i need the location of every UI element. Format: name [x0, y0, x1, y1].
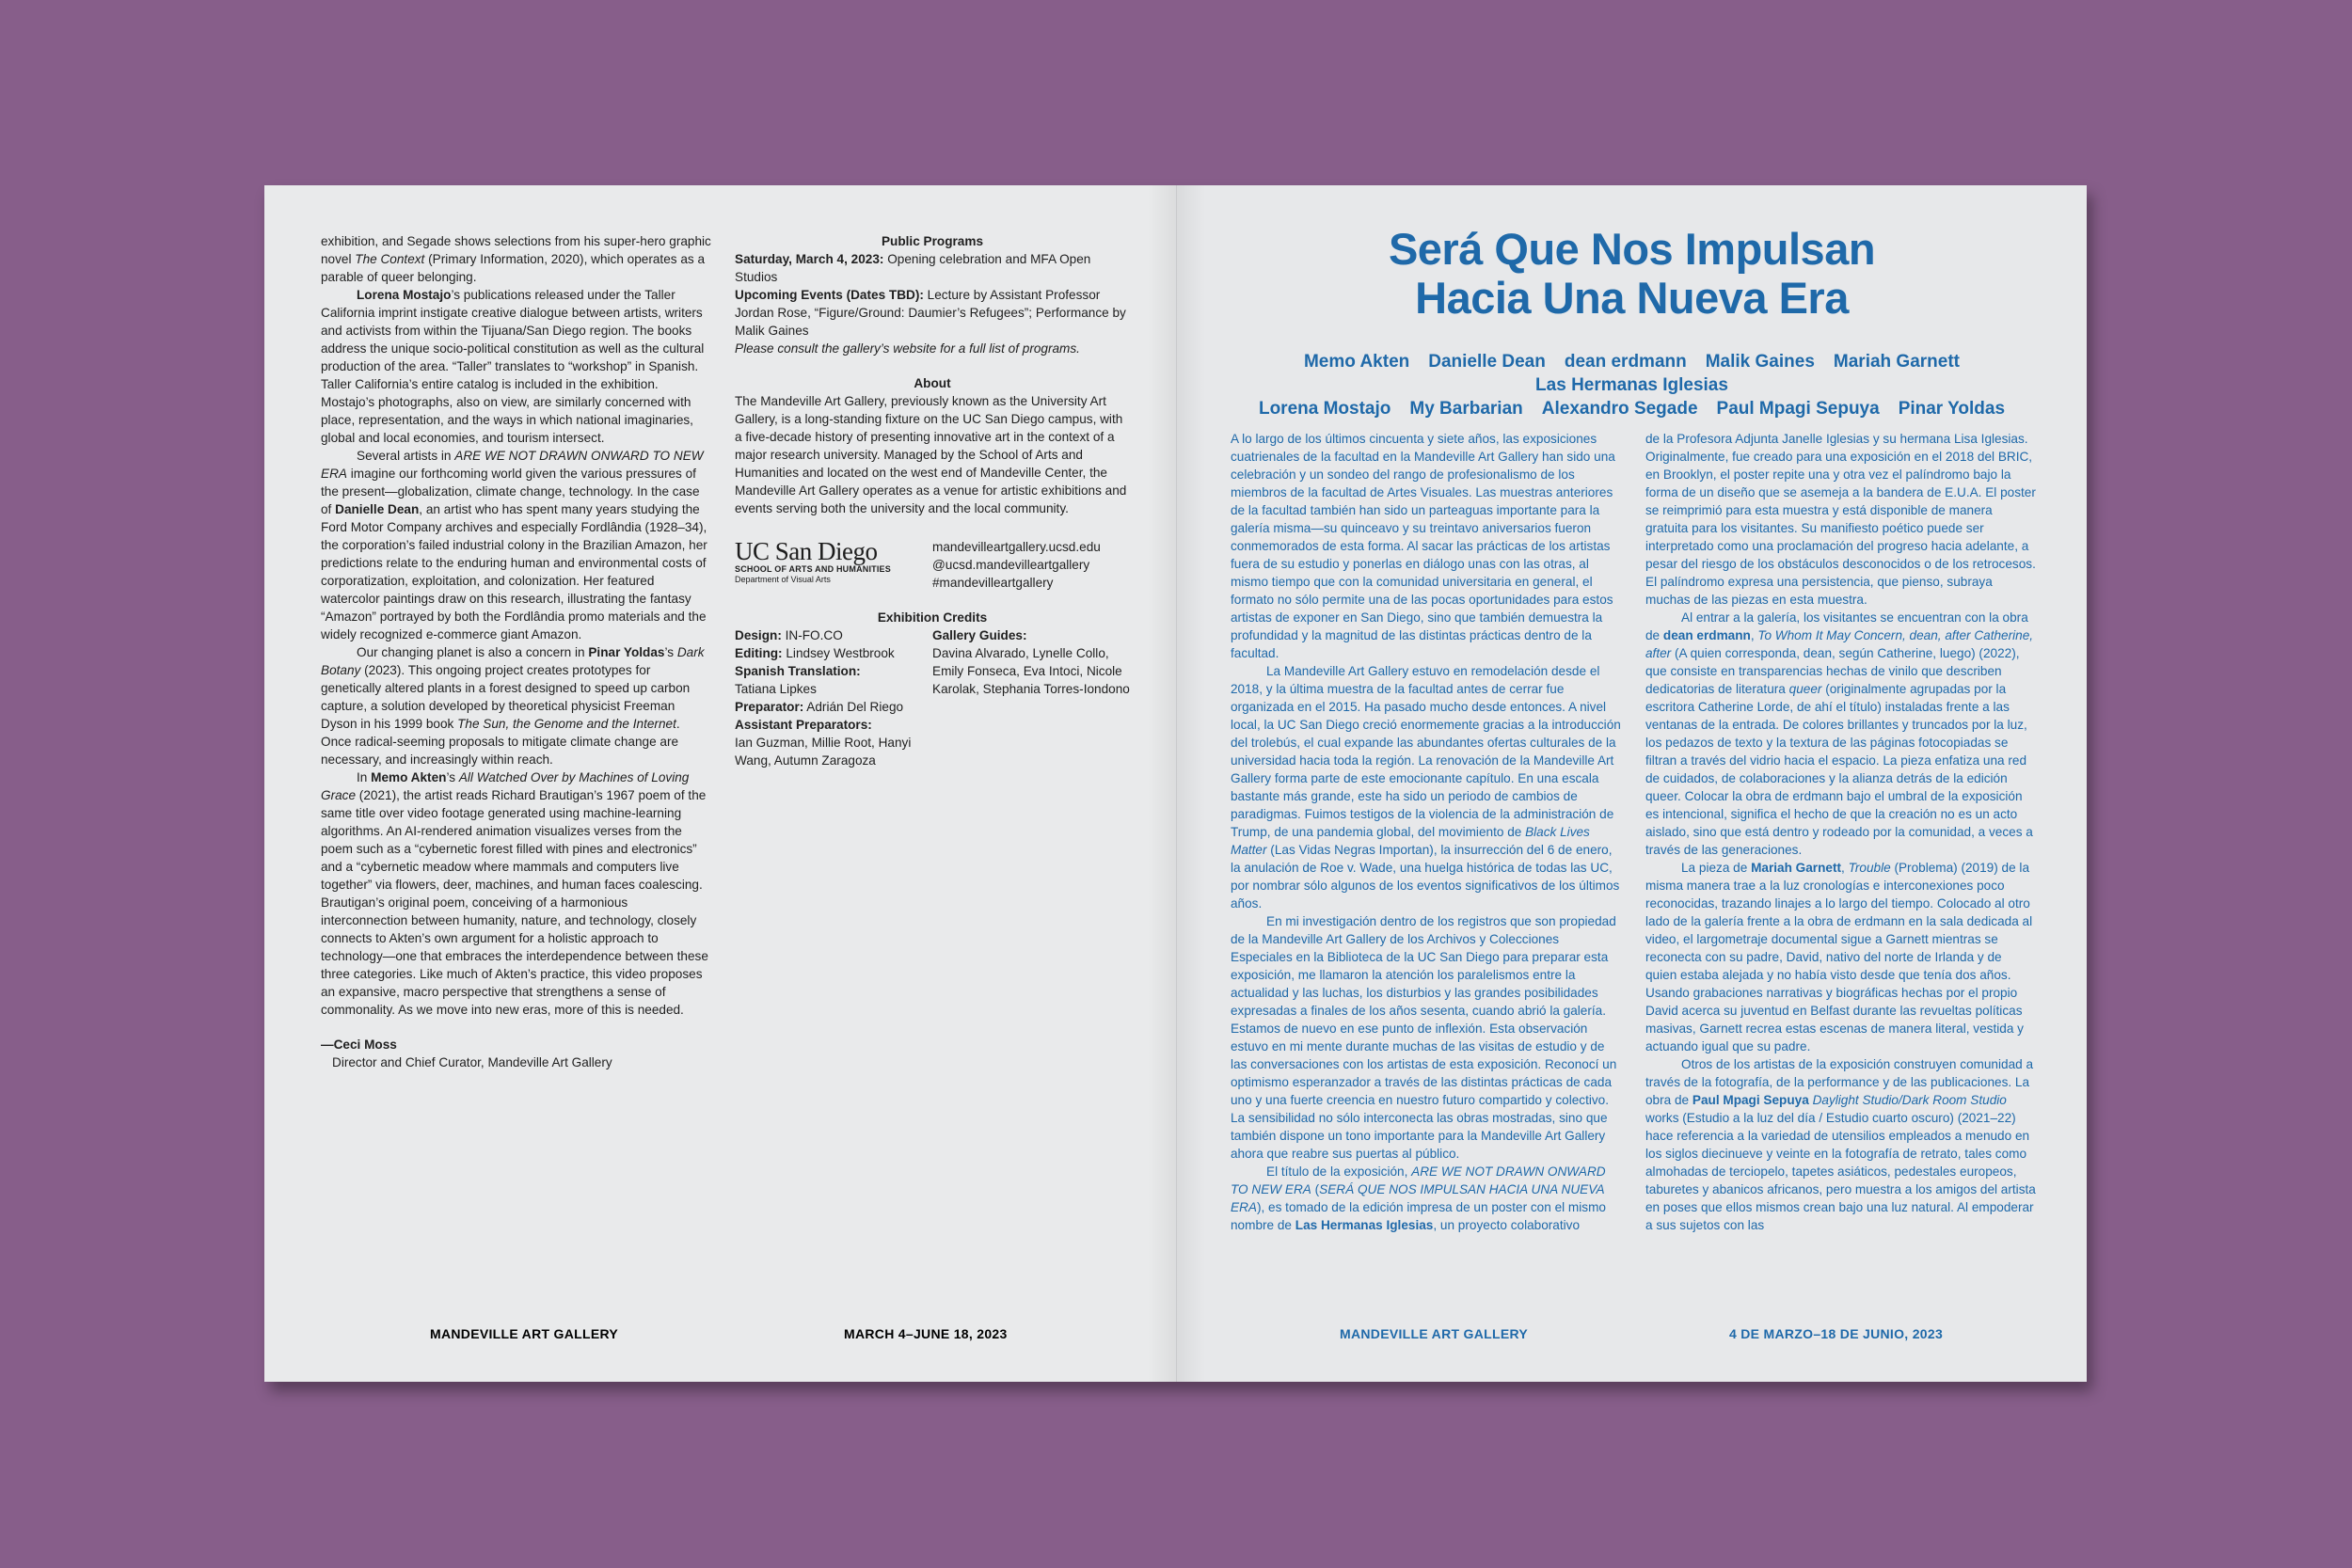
credits-column-1 — [735, 626, 932, 769]
contact-website[interactable]: mandevilleartgallery.ucsd.edu — [932, 540, 1101, 554]
text-run: Dark Botany — [321, 645, 705, 677]
text-run: queer — [1788, 682, 1822, 696]
text-run: El título de la exposición, — [1266, 1164, 1412, 1179]
title-line-1: Será Que Nos Impulsan — [1388, 224, 1876, 274]
credits-heading: Exhibition Credits — [877, 610, 988, 625]
text-run: Lecture by Assistant Professor Jordan Rose, “Figure/Ground: Daumier’s Refugees”; Performance by Malik Gaines — [735, 288, 1126, 338]
catalog-spread — [264, 185, 2087, 1382]
text-run: The Sun, the Genome and the Internet — [457, 717, 676, 731]
text-run: All Watched Over by Machines of Loving Grace — [321, 770, 690, 802]
paragraph — [1231, 430, 1621, 662]
paragraph — [1645, 1055, 2036, 1234]
text-run: , un proyecto colaborativo — [1433, 1218, 1581, 1232]
text-run: Mariah Garnett — [1751, 861, 1842, 875]
text-run: ’s publications released under the Taller California imprint instigate creative dialogue between artists, writers and activists from within the Tijuana/San Diego region. The books address the unique socio-political constitution as well as the cultural production of the area. “Taller” translates to “workshop” in Spanish. Taller California’s entire catalog is included in the exhibition. Mostajo’s photographs, also on view, are similarly concerned with place, representation, and the ways in which national imaginaries, global and local economies, and tourism intersect. — [321, 288, 705, 445]
text-run: ’s — [664, 645, 677, 659]
text-run: Tatiana Lipkes — [735, 682, 817, 696]
text-run: Assistant Preparators: — [735, 718, 872, 732]
artist-name: Las Hermanas Iglesias — [1535, 375, 1728, 395]
left-text-column — [321, 232, 711, 1071]
text-run: En mi investigación dentro de los registros que son propiedad de la Mandeville Art Gallery de los Archivos y Colecciones Especiales en la Biblioteca de la UC San Diego para preparar esta exposición, me llamaron la atención los paralelismos entre la actualidad y las luchas, los disturbios y las grandes posibilidades expresadas a finales de los años sesenta, cuando abrió la galería. Estamos de nuevo en ese punto de inflexión. Esta observación estuvo en mi mente durante muchas de las visitas de estudio y de las conversaciones con los artistas de esta exposición. Reconocí un optimismo esperanzador a través de las distintas prácticas de cada uno y una fuerte creencia en nuestro futuro compartido y colectivo. La sensibilidad no sólo interconecta las obras mostradas, sino que también dispone un tono importante para la Mandeville Art Gallery ahora que reabre sus puertas al público. — [1231, 914, 1617, 1161]
essay-paragraphs — [321, 232, 711, 1019]
paragraph — [321, 286, 711, 447]
paragraph — [321, 768, 711, 1019]
paragraph — [321, 447, 711, 643]
logo-department-line: Department of Visual Arts — [735, 575, 831, 584]
public-programs-heading: Public Programs — [881, 234, 984, 248]
footer-dates: MARCH 4–JUNE 18, 2023 — [844, 1326, 1008, 1341]
signature-title: Director and Chief Curator, Mandeville Art Gallery — [332, 1055, 612, 1069]
about-heading: About — [914, 376, 951, 390]
artist-name: Memo Akten — [1303, 352, 1410, 372]
paragraph — [1231, 1163, 1621, 1234]
text-run: Editing: — [735, 646, 783, 660]
footer-dates-es: 4 DE MARZO–18 DE JUNIO, 2023 — [1729, 1326, 1944, 1341]
text-run: Several artists in — [357, 449, 455, 463]
artist-name: Danielle Dean — [1428, 352, 1546, 372]
text-run: ARE WE NOT DRAWN ONWARD TO NEW ERA — [321, 449, 704, 481]
text-run: Black Lives Matter — [1231, 825, 1590, 857]
artist-name: dean erdmann — [1564, 352, 1687, 372]
text-run: Ian Guzman, Millie Root, Hanyi Wang, Autumn Zaragoza — [735, 736, 912, 768]
artist-name: My Barbarian — [1409, 399, 1523, 419]
text-run: exhibition, and Segade shows selections from his super-hero graphic novel — [321, 234, 711, 266]
footer-gallery-name: MANDEVILLE ART GALLERY — [430, 1326, 619, 1341]
text-run: Las Hermanas Iglesias — [1295, 1218, 1434, 1232]
credits-column-2 — [932, 626, 1130, 769]
paragraph — [735, 286, 1130, 340]
spanish-text-column-1 — [1231, 430, 1621, 1234]
artist-name: Alexandro Segade — [1541, 399, 1698, 419]
text-run: Pinar Yoldas — [588, 645, 665, 659]
text-run: Memo Akten — [371, 770, 447, 784]
artist-name: Lorena Mostajo — [1258, 399, 1391, 419]
text-run: Lorena Mostajo — [357, 288, 452, 302]
text-run: Spanish Translation: — [735, 664, 861, 678]
contact-hashtag[interactable]: #mandevilleartgallery — [932, 576, 1054, 590]
paragraph — [735, 662, 932, 680]
text-run: Adrián Del Riego — [803, 700, 904, 714]
right-page — [1177, 185, 2087, 1382]
text-run: de la Profesora Adjunta Janelle Iglesias y su hermana Lisa Iglesias. Originalmente, fue creado para una exposición en el 2018 del BRIC, en Brooklyn, el poster repite una y otra vez el palíndromo bajo la forma de un diseño que se asemeja a la bandera de E.U.A. El poster se reimprimió para esta muestra y está disponible de manera gratuita para los visitantes. Su manifiesto poético puede ser interpretado como una proclamación del progreso hacia adelante, a pesar del riesgo de los obstáculos desconocidos o de los retrocesos. El palíndromo expresa una persistencia, que pienso, subraya muchas de las piezas en esta muestra. — [1645, 432, 2036, 607]
text-run: A lo largo de los últimos cincuenta y siete años, las exposiciones cuatrienales de la facultad en la Mandeville Art Gallery han sido una celebración y un sondeo del rango de profesionalismo de los miembros de la facultad de Artes Visuales. Las muestras anteriores de la facultad también han sido un parteaguas importante para la galería misma—su quinceavo y su treintavo aniversarios fueron conmemorados de esta forma. Al sacar las prácticas de los artistas fuera de su estudio y ponerlas en diálogo unas con las otras, al mismo tiempo que con la comunidad universitaria en general, el formato no sólo permite una de las pocas oportunidades para estos artistas de exponer en San Diego, sino que también demuestra la profundidad y la magnitud de las distintas prácticas dentro de la facultad. — [1231, 432, 1615, 660]
paragraph — [321, 232, 711, 286]
paragraph — [1645, 859, 2036, 1055]
paragraph — [735, 644, 932, 662]
logo-contact-row — [735, 538, 1130, 592]
artist-list — [1215, 350, 2049, 420]
text-run: (2023). This ongoing project creates prototypes for genetically altered plants in a forest designed to speed up carbon capture, a solution developed by theoretical physicist Freeman Dyson in his 1999 book — [321, 663, 691, 731]
text-run: (2021), the artist reads Richard Brautigan’s 1967 poem of the same title over video footage generated using machine-learning algorithms. An AI-rendered animation visualizes verses from the poem such as a “cybernetic forest filled with pines and electronics” and a “cybernetic meadow where mammals and computers live together” via flowers, deer, machines, and human faces coalescing. Brautigan’s original poem, conceiving of a harmonious interconnection between humanity, nature, and technology, closely connects to Akten’s own argument for a holistic approach to technology—one that embraces the interdependence between these three categories. Like much of Akten’s practice, this video proposes an expansive, macro perspective that strengthens a sense of commonality. As we move into new eras, more of this is needed. — [321, 788, 708, 1017]
text-run: Upcoming Events (Dates TBD): — [735, 288, 924, 302]
spanish-title — [1177, 225, 2087, 323]
uc-san-diego-logo — [735, 538, 932, 592]
public-programs-list — [735, 250, 1130, 357]
title-line-2: Hacia Una Nueva Era — [1415, 273, 1849, 323]
paragraph — [735, 716, 932, 734]
artist-name: Mariah Garnett — [1833, 352, 1960, 372]
text-run: dean erdmann — [1662, 628, 1751, 642]
text-run: (Las Vidas Negras Importan), la insurrección del 6 de enero, la anulación de Roe v. Wade, una huelga histórica de todas las UC, por nombrar sólo algunos de los eventos significativos de los últimos años. — [1231, 843, 1620, 911]
text-run: ), es tomado de la edición impresa de un poster con el mismo nombre de — [1231, 1200, 1606, 1232]
text-run: (A quien corresponda, dean, según Catherine, luego) (2022), que consiste en transparencias hechas de vinilo que describen dedicatorias de literatura — [1645, 646, 2020, 696]
text-run: To Whom It May Concern, dean, after Catherine, after — [1645, 628, 2034, 660]
credits-grid — [735, 626, 1130, 769]
text-run: , — [1841, 861, 1849, 875]
signature-name: —Ceci Moss — [321, 1037, 397, 1052]
paragraph — [735, 734, 932, 769]
text-run: SERÁ QUE NOS IMPULSAN HACIA UNA NUEVA ERA — [1231, 1182, 1605, 1214]
text-run: imagine our forthcoming world given the various pressures of the present—globalization, climate change, technology. In the case of — [321, 467, 700, 516]
paragraph — [1231, 912, 1621, 1163]
contact-list — [932, 538, 1101, 592]
paragraph — [321, 643, 711, 768]
paragraph — [735, 680, 932, 698]
text-run: Trouble — [1848, 861, 1891, 875]
text-run: In — [357, 770, 372, 784]
text-run: Please consult the gallery’s website for a full list of programs. — [735, 341, 1080, 356]
spanish-text-column-2 — [1645, 430, 2036, 1234]
text-run: . Once radical-seeming proposals to mitigate climate change are necessary, and increasingly within reach. — [321, 717, 680, 767]
artist-name: Paul Mpagi Sepuya — [1716, 399, 1880, 419]
artist-name: Pinar Yoldas — [1898, 399, 2006, 419]
paragraph — [932, 644, 1130, 698]
text-run: (originalmente agrupadas por la escritora Catherine Lorde, de ahí el título) instaladas frente a las ventanas de la entrada. De colores brillantes y truncados por la luz, los pedazos de texto y la textura de las páginas fotocopiadas se filtran a través del vidrio hacia el espacio. La pieza enfatiza una red de cuidados, de colaboraciones y la alianza detrás de la edición queer. Colocar la obra de erdmann bajo el umbral de la exposición es intencional, significa el hecho de que la creación no es un acto aislado, sino que está dentro y rodeado por la comunidad, a veces a través de las generaciones. — [1645, 682, 2033, 857]
contact-instagram[interactable]: @ucsd.mandevilleartgallery — [932, 558, 1090, 572]
logo-school-line: SCHOOL OF ARTS AND HUMANITIES — [735, 564, 891, 574]
text-run: Preparator: — [735, 700, 804, 714]
text-run: ARE WE NOT DRAWN ONWARD TO NEW ERA — [1231, 1164, 1606, 1196]
text-run: Paul Mpagi Sepuya — [1692, 1093, 1809, 1107]
text-run: , an artist who has spent many years studying the Ford Motor Company archives and especially Fordlândia (1928–34), the corporation’s failed industrial colony in the Brazilian Amazon, her predictions relate to the enduring human and environmental costs of corporatization, exploitation, and colonization. Her featured watercolor paintings draw on this research, illustrating the fantasy “Amazon” portrayed by both the Fordlândia promo materials and the widely recognized e-commerce giant Amazon. — [321, 502, 707, 641]
signature — [321, 1036, 711, 1071]
paragraph — [735, 340, 1130, 357]
text-run: (Primary Information, 2020), which operates as a parable of queer belonging. — [321, 252, 706, 284]
paragraph — [1231, 662, 1621, 912]
text-run: Al entrar a la galería, los visitantes se encuentran con la obra de — [1645, 610, 2028, 642]
text-run: Otros de los artistas de la exposición construyen comunidad a través de la fotografía, de la performance y de las publicaciones. La obra de — [1645, 1057, 2034, 1107]
text-run: La Mandeville Art Gallery estuvo en remodelación desde el 2018, y la última muestra de la facultad antes de cerrar fue organizada en el 2015. Ha pasado mucho desde entonces. A nivel local, la UC San Diego creció enormemente gracias a la introducción del trolebús, el cual expande las abundantes ofertas culturales de la universidad hacia toda la región. La renovación de la Mandeville Art Gallery forma parte de este emocionante capítulo. En una escala bastante más grande, este ha sido un periodo de cambios de paradigmas. Fuimos testigos de la violencia de la administración de Trump, de una pandemia global, del movimiento de — [1231, 664, 1621, 839]
paragraph — [1645, 609, 2036, 859]
text-run: IN-FO.CO — [781, 628, 843, 642]
text-run: Opening celebration and MFA Open Studios — [735, 252, 1091, 284]
text-run: Saturday, March 4, 2023: — [735, 252, 884, 266]
artist-name: Malik Gaines — [1705, 352, 1815, 372]
artist-row-2 — [1215, 397, 2049, 420]
text-run: Daylight Studio/Dark Room Studio — [1812, 1093, 2007, 1107]
paragraph — [1645, 430, 2036, 609]
about-text: The Mandeville Art Gallery, previously known as the University Art Gallery, is a long-standing fixture on the UC San Diego campus, with a five-decade history of presenting innovative art in the context of a major research university. Managed by the School of Arts and Humanities and located on the west end of Mandeville Center, the Mandeville Art Gallery operates as a venue for artistic exhibitions and events serving both the university and the local community. — [735, 394, 1127, 515]
text-run: Danielle Dean — [335, 502, 420, 516]
text-run: works (Estudio a la luz del día / Estudio cuarto oscuro) (2021–22) hace referencia a la variedad de utensilios empleados a menudo en los siglos diecinueve y veinte en la fotografía de retrato, tales como almohadas de terciopelo, tapetes asiáticos, pedestales europeos, taburetes y abanicos africanos, pero muestra a los amigos del artista en poses que ellos mismos crean bajo una luz natural. Al empoderar a sus sujetos con las — [1645, 1111, 2036, 1232]
text-run: (Problema) (2019) de la misma manera trae a la luz cronologías e interconexiones poco reconocidas, trazando linajes a lo largo del tiempo. Colocado al otro lado de la galería frente a la obra de erdmann en la sala dedicada al video, el largometraje documental sigue a Garnett mientras se reconecta con su padre, David, nativo del norte de Irlanda y de quien estaba alejada y no había visto desde que tenía dos años. Usando grabaciones narrativas y biográficas hechas por el propio David acerca su juventud en Belfast durante las revueltas políticas masivas, Garnett recrea estas escenas de manera literal, vestida y actuando igual que su padre. — [1645, 861, 2033, 1053]
paragraph — [735, 698, 932, 716]
left-page — [264, 185, 1177, 1382]
text-run: , — [1750, 628, 1758, 642]
paragraph — [735, 250, 1130, 286]
text-run: Our changing planet is also a concern in — [357, 645, 589, 659]
paragraph — [735, 626, 932, 644]
text-run: Davina Alvarado, Lynelle Collo, Emily Fonseca, Eva Intoci, Nicole Karolak, Stephania Torres-Iondono — [932, 646, 1130, 696]
left-info-column — [735, 232, 1130, 769]
artist-row-1 — [1215, 350, 2049, 397]
text-run: Lindsey Westbrook — [782, 646, 895, 660]
text-run: ( — [1311, 1182, 1320, 1196]
paragraph — [932, 626, 1130, 644]
text-run: ’s — [446, 770, 459, 784]
footer-gallery-name-es: MANDEVILLE ART GALLERY — [1340, 1326, 1529, 1341]
text-run: Gallery Guides: — [932, 628, 1027, 642]
text-run: The Context — [355, 252, 425, 266]
text-run: Design: — [735, 628, 782, 642]
logo-wordmark: UC San Diego — [735, 537, 878, 565]
text-run: La pieza de — [1681, 861, 1752, 875]
